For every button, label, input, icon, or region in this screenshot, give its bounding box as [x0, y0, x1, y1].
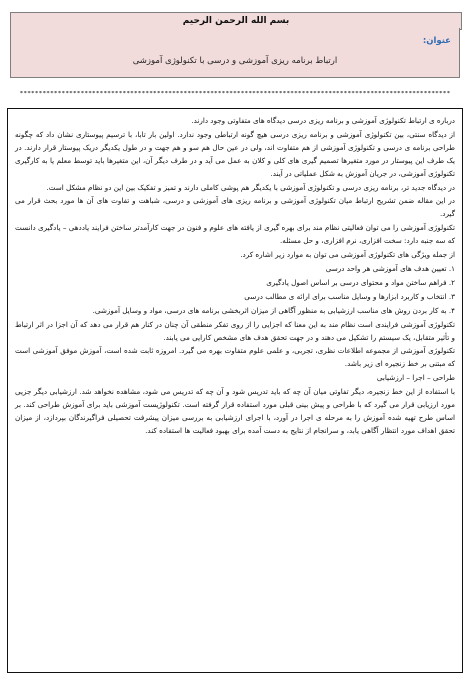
basmala-text: بسم الله الرحمن الرحیم [182, 16, 290, 26]
title-box [10, 28, 460, 78]
paragraph: درباره ی ارتباط تکنولوژی آموزشی و برنامه ریزی درسی دیدگاه های متفاوتی وجود دارند. [191, 116, 455, 125]
paragraph: تکنولوژی آموزشی از مجموعه اطلاعات نظری، تجربی، و علمی علوم متفاوت بهره می گیرد. امروزه ثابت شده است، آموزش موفق آموزشی است که مبتنی بر خط زنجیره ای زیر باشد. [15, 346, 455, 369]
list-item: ۱. تعیین هدف های آموزشی هر واحد درسی [325, 263, 455, 273]
list-item: ۳. انتخاب و کاربرد ابزارها و وسایل مناسب برای ارائه ی مطالب درسی [244, 291, 455, 301]
paragraph: در دیدگاه جدید تر، برنامه ریزی درسی و تکنولوژی آموزشی با یکدیگر هم پوشی کاملی دارند و تمیز و تفکیک بین این دو نظام مشکل است. [46, 182, 455, 192]
asterisk-divider: ***************************************************************************************************************** [19, 91, 451, 97]
list-item: ۴. به کار بردن روش های مناسب ارزشیابی به منظور آگاهی از میزان اثربخشی برنامه های درسی، مواد و وسایل آموزشی. [92, 305, 455, 315]
document-title: ارتباط برنامه ریزی آموزشی و درسی با تکنولوژی آموزشی [132, 56, 338, 66]
paragraph: با استفاده از این خط زنجیره، دیگر تفاوتی میان آن چه که باید تدریس شود و آن چه که تدریس می شود، مشاهده نخواهد شد. ارزشیابی دیگر جزیی مورد ارزیابی قرار می گیرد که با طراحی و پیش بینی قبلی مورد استفاده قرار گرفته است. تکنولوژیست آموزشی باید برای آموزش طراحی کند. بر اساس طرح تهیه شده آموزش را به مرحله ی اجرا در آورد، با اجرای ارزشیابی به بررسی میزان پیشرفت تحصیلی فراگیرندگان بپردازد، از میزان تحقق اهداف مورد انتظار آگاهی یابد، و سرانجام از نتایج به دست آمده برای بهبود فعالیت ها استفاده کند. [15, 387, 455, 435]
paragraph: طراحی – اجرا – ارزشیابی [376, 373, 455, 383]
paragraph: تکنولوژی آموزشی فرایندی است نظام مند به این معنا که اجزایی را از روی تفکر منطقی آن چنان در کنار هم قرار می دهد که آن اجزا در اثر ارتباط و تأثیر متقابل، یک سیستم را تشکیل می دهند و در جهت تحقق هدف های مشخص کارایی می یابند. [15, 319, 455, 342]
body-text-box [7, 108, 463, 673]
title-label: عنوان: [422, 36, 451, 46]
paragraph: تکنولوژی آموزشی را می توان فعالیتی نظام مند برای بهره گیری از یافته های علوم و فنون در جهت کارآمدتر ساختن فرایند یاددهی – یادگیری دانست که سه جنبه دارد: سخت افزاری، نرم افزاری، و حل مسئله. [15, 223, 455, 246]
paragraph: از جمله ویژگی های تکنولوژی آموزشی می توان به موارد زیر اشاره کرد. [240, 250, 455, 260]
paragraph: در این مقاله ضمن تشریح ارتباط میان تکنولوژی آموزشی و برنامه ریزی های آموزشی و درسی، شباهت و تفاوت های آن ها مورد بحث قرار می گیرد. [15, 196, 455, 219]
paragraph: از دیدگاه سنتی، بین تکنولوژی آموزشی و برنامه ریزی درسی هیچ گونه ارتباطی وجود ندارد. اولین بار تابا، با ترسیم پیوستاری نشان داد که چگونه طراحی برنامه ی درسی و تکنولوژی آموزشی از هم متفاوت اند، ولی در عین حال هم سو و هم جهت و در طول یکدیگر دریک پیوستار قرار دارند. در یک طرف این پیوستار در مورد متغیرها تصمیم گیری های کلی و کلان به عمل می آید و در طرف دیگر آن، این متغیرها باید توسط معلم یا به کارگیری تکنولوژی آموزشی، در جریان آموزش به شکل عملیاتی در آیند. [15, 129, 455, 178]
list-item: ۲. فراهم ساختن مواد و محتوای درسی بر اساس اصول یادگیری [266, 277, 455, 287]
